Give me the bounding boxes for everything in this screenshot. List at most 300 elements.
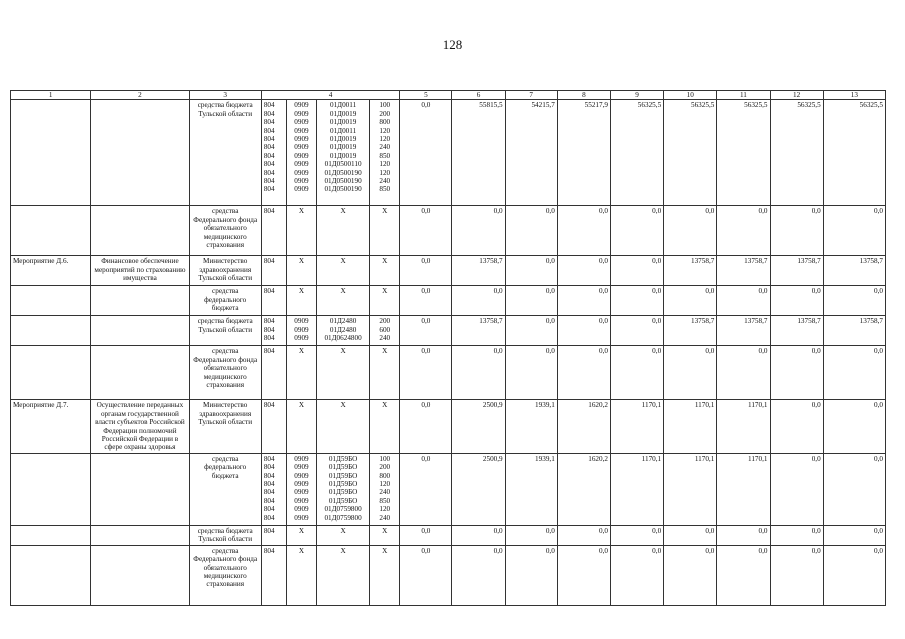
amount-cell: 0,0	[400, 100, 452, 206]
description-cell	[91, 206, 189, 256]
code-line: X	[298, 546, 305, 555]
code-line: 01Д59БО	[328, 471, 358, 480]
code-line: X	[382, 546, 388, 555]
code-line: 120	[379, 505, 391, 514]
code-line: 120	[379, 160, 391, 169]
code-line: X	[382, 257, 388, 266]
event-cell	[11, 525, 91, 545]
header-cell: 10	[664, 91, 717, 100]
amount-cell: 1939,1	[505, 400, 557, 453]
amount-cell: 0,0	[557, 545, 610, 605]
code-line: 01Д2480	[329, 325, 357, 334]
grbs-cell	[261, 100, 286, 206]
code-line: 600	[379, 325, 391, 334]
section-cell	[286, 316, 316, 346]
table-row	[11, 346, 886, 400]
amount-cell: 13758,7	[452, 316, 505, 346]
amount-cell: 13758,7	[770, 256, 823, 286]
table-row	[11, 100, 886, 206]
amount-cell: 0,0	[505, 256, 557, 286]
code-line: 01Д0759800	[324, 505, 362, 514]
amount-cell: 1170,1	[610, 453, 663, 525]
description-cell: Финансовое обеспечение мероприятий по страхованию имущества	[91, 256, 189, 286]
code-line: 804	[263, 513, 275, 522]
code-line: 120	[379, 168, 391, 177]
header-cell: 5	[400, 91, 452, 100]
amount-cell: 0,0	[452, 545, 505, 605]
amount-cell: 2500,9	[452, 453, 505, 525]
grbs-cell	[261, 316, 286, 346]
description-cell	[91, 545, 189, 605]
amount-cell: 0,0	[717, 286, 770, 316]
header-cell: 11	[717, 91, 770, 100]
expense-type-cell	[370, 400, 400, 453]
target-article-cell	[317, 100, 370, 206]
code-line: 0909	[294, 334, 309, 343]
amount-cell: 1170,1	[610, 400, 663, 453]
event-cell	[11, 286, 91, 316]
amount-cell: 54215,7	[505, 100, 557, 206]
code-line: 850	[379, 151, 391, 160]
code-line: X	[298, 526, 305, 535]
code-line: 0909	[294, 101, 309, 110]
code-line: X	[382, 347, 388, 356]
target-article-cell	[317, 286, 370, 316]
code-line: 200	[379, 109, 391, 118]
amount-cell: 0,0	[400, 346, 452, 400]
code-line: 0909	[294, 480, 309, 489]
code-line: 804	[263, 109, 275, 118]
code-line: 804	[263, 401, 275, 410]
amount-cell: 1620,2	[557, 400, 610, 453]
code-line: 0909	[294, 513, 309, 522]
target-article-cell	[317, 545, 370, 605]
description-cell	[91, 453, 189, 525]
grbs-cell	[261, 346, 286, 400]
header-cell: 13	[823, 91, 885, 100]
amount-cell: 55217,9	[557, 100, 610, 206]
expense-type-cell	[370, 453, 400, 525]
amount-cell: 0,0	[452, 346, 505, 400]
amount-cell: 0,0	[664, 346, 717, 400]
grbs-cell	[261, 400, 286, 453]
code-line: X	[382, 207, 388, 216]
section-cell	[286, 346, 316, 400]
table-row	[11, 316, 886, 346]
amount-cell: 0,0	[664, 206, 717, 256]
page-number: 128	[442, 37, 463, 52]
expense-type-cell	[370, 545, 400, 605]
amount-cell: 0,0	[610, 545, 663, 605]
expense-type-cell	[370, 346, 400, 400]
amount-cell: 0,0	[610, 286, 663, 316]
target-article-cell	[317, 256, 370, 286]
grbs-cell	[261, 453, 286, 525]
description-cell	[91, 525, 189, 545]
code-line: 0909	[294, 463, 309, 472]
code-line: 804	[263, 160, 275, 169]
code-line: 804	[263, 317, 275, 326]
code-line: 120	[379, 480, 391, 489]
funding-source-cell: средства Федерального фонда обязательного медицинского страхования	[189, 206, 261, 256]
code-line: 01Д0500190	[324, 185, 362, 194]
amount-cell: 56325,5	[717, 100, 770, 206]
code-line: 200	[379, 463, 391, 472]
code-line: 804	[263, 207, 275, 216]
amount-cell: 13758,7	[452, 256, 505, 286]
funding-source-cell: средства бюджета Тульской области	[189, 100, 261, 206]
amount-cell: 1170,1	[664, 400, 717, 453]
expense-type-cell	[370, 206, 400, 256]
amount-cell: 0,0	[823, 206, 885, 256]
amount-cell: 56325,5	[770, 100, 823, 206]
amount-cell: 0,0	[823, 346, 885, 400]
amount-cell: 0,0	[400, 525, 452, 545]
amount-cell: 13758,7	[823, 256, 885, 286]
section-cell	[286, 256, 316, 286]
code-line: 240	[379, 488, 391, 497]
amount-cell: 0,0	[770, 346, 823, 400]
amount-cell: 0,0	[717, 206, 770, 256]
code-line: X	[340, 526, 346, 535]
event-cell: Мероприятие Д.6.	[11, 256, 91, 286]
funding-source-cell: средства бюджета Тульской области	[189, 525, 261, 545]
amount-cell: 0,0	[400, 400, 452, 453]
code-line: X	[298, 207, 305, 216]
code-line: 0909	[294, 168, 309, 177]
amount-cell: 0,0	[400, 545, 452, 605]
amount-cell: 0,0	[770, 545, 823, 605]
amount-cell: 0,0	[557, 286, 610, 316]
code-line: 804	[263, 118, 275, 127]
code-line: X	[340, 347, 346, 356]
code-line: 01Д59БО	[328, 463, 358, 472]
amount-cell: 0,0	[823, 545, 885, 605]
amount-cell: 0,0	[610, 256, 663, 286]
event-cell	[11, 100, 91, 206]
code-line: 01Д0019	[329, 118, 357, 127]
target-article-cell	[317, 206, 370, 256]
section-cell	[286, 525, 316, 545]
code-line: 800	[379, 118, 391, 127]
amount-cell: 0,0	[505, 316, 557, 346]
code-line: 240	[379, 334, 391, 343]
amount-cell: 13758,7	[664, 256, 717, 286]
code-line: 804	[263, 287, 275, 296]
amount-cell: 1170,1	[717, 453, 770, 525]
code-line: X	[298, 347, 305, 356]
code-line: 01Д0019	[329, 135, 357, 144]
code-line: 804	[263, 168, 275, 177]
amount-cell: 1939,1	[505, 453, 557, 525]
amount-cell: 13758,7	[717, 316, 770, 346]
description-cell	[91, 286, 189, 316]
code-line: X	[382, 526, 388, 535]
code-line: X	[382, 287, 388, 296]
code-line: 804	[263, 480, 275, 489]
code-line: 0909	[294, 118, 309, 127]
code-line: 0909	[294, 325, 309, 334]
event-cell	[11, 316, 91, 346]
expense-type-cell	[370, 256, 400, 286]
amount-cell: 0,0	[400, 286, 452, 316]
grbs-cell	[261, 206, 286, 256]
amount-cell: 0,0	[452, 206, 505, 256]
funding-source-cell: средства федерального бюджета	[189, 286, 261, 316]
event-cell	[11, 545, 91, 605]
code-line: X	[340, 257, 346, 266]
code-line: 240	[379, 143, 391, 152]
code-line: 01Д0500190	[324, 177, 362, 186]
code-line: 804	[263, 151, 275, 160]
target-article-cell	[317, 316, 370, 346]
header-cell: 7	[505, 91, 557, 100]
code-line: 804	[263, 257, 275, 266]
funding-source-cell: средства бюджета Тульской области	[189, 316, 261, 346]
code-line: 0909	[294, 496, 309, 505]
code-line: 804	[263, 334, 275, 343]
description-cell: Осуществление переданных органам государственной власти субъектов Российской Федерации полномочий Российской Федерации в сфере охраны здоровья	[91, 400, 189, 453]
code-line: 0909	[294, 160, 309, 169]
target-article-cell	[317, 400, 370, 453]
section-cell	[286, 453, 316, 525]
funding-source-cell: средства Федерального фонда обязательного медицинского страхования	[189, 545, 261, 605]
code-line: 804	[263, 135, 275, 144]
code-line: 804	[263, 347, 275, 356]
amount-cell: 0,0	[823, 400, 885, 453]
amount-cell: 0,0	[770, 525, 823, 545]
amount-cell: 0,0	[823, 525, 885, 545]
header-cell: 2	[91, 91, 189, 100]
amount-cell: 0,0	[557, 316, 610, 346]
amount-cell: 1620,2	[557, 453, 610, 525]
amount-cell: 0,0	[505, 545, 557, 605]
code-line: 804	[263, 177, 275, 186]
section-cell	[286, 206, 316, 256]
header-cell: 12	[770, 91, 823, 100]
amount-cell: 55815,5	[452, 100, 505, 206]
amount-cell: 13758,7	[770, 316, 823, 346]
code-line: 804	[263, 143, 275, 152]
code-line: 0909	[294, 126, 309, 135]
header-cell: 6	[452, 91, 505, 100]
code-line: 0909	[294, 177, 309, 186]
table-row	[11, 453, 886, 525]
amount-cell: 0,0	[400, 316, 452, 346]
amount-cell: 1170,1	[664, 453, 717, 525]
code-line: 804	[263, 454, 275, 463]
code-line: X	[382, 401, 388, 410]
amount-cell: 13758,7	[664, 316, 717, 346]
code-line: 0909	[294, 505, 309, 514]
code-line: 0909	[294, 454, 309, 463]
section-cell	[286, 545, 316, 605]
code-line: 01Д0624800	[324, 334, 362, 343]
code-line: 01Д59БО	[328, 496, 358, 505]
event-cell	[11, 453, 91, 525]
amount-cell: 13758,7	[717, 256, 770, 286]
code-line: 120	[379, 135, 391, 144]
amount-cell: 0,0	[770, 453, 823, 525]
code-line: X	[340, 207, 346, 216]
amount-cell: 56325,5	[610, 100, 663, 206]
code-line: 100	[379, 101, 391, 110]
code-line: 01Д0500190	[324, 168, 362, 177]
code-line: 804	[263, 101, 275, 110]
header-cell: 1	[11, 91, 91, 100]
code-line: 01Д0019	[329, 151, 357, 160]
amount-cell: 0,0	[770, 400, 823, 453]
expense-type-cell	[370, 100, 400, 206]
funding-source-cell: средства федерального бюджета	[189, 453, 261, 525]
amount-cell: 0,0	[664, 525, 717, 545]
code-line: 0909	[294, 471, 309, 480]
amount-cell: 0,0	[400, 256, 452, 286]
code-line: 804	[263, 126, 275, 135]
amount-cell: 0,0	[505, 206, 557, 256]
table-row	[11, 545, 886, 605]
event-cell	[11, 346, 91, 400]
amount-cell: 0,0	[664, 545, 717, 605]
amount-cell: 0,0	[400, 206, 452, 256]
code-line: 240	[379, 513, 391, 522]
amount-cell: 2500,9	[452, 400, 505, 453]
expense-type-cell	[370, 316, 400, 346]
code-line: X	[298, 257, 305, 266]
code-line: 01Д0759800	[324, 513, 362, 522]
amount-cell: 0,0	[557, 525, 610, 545]
header-cell: 3	[189, 91, 261, 100]
code-line: 200	[379, 317, 391, 326]
code-line: 804	[263, 488, 275, 497]
amount-cell: 13758,7	[823, 316, 885, 346]
amount-cell: 0,0	[557, 256, 610, 286]
code-line: 804	[263, 496, 275, 505]
code-line: 01Д2480	[329, 317, 357, 326]
amount-cell: 56325,5	[823, 100, 885, 206]
code-line: 120	[379, 126, 391, 135]
section-cell	[286, 100, 316, 206]
code-line: 850	[379, 496, 391, 505]
code-line: 01Д0500110	[324, 160, 362, 169]
amount-cell: 0,0	[770, 206, 823, 256]
code-line: 804	[263, 185, 275, 194]
amount-cell: 0,0	[823, 286, 885, 316]
code-line: 100	[379, 454, 391, 463]
code-line: 0909	[294, 488, 309, 497]
code-line: 804	[263, 526, 275, 535]
code-line: 01Д0019	[329, 143, 357, 152]
code-line: 01Д59БО	[328, 480, 358, 489]
target-article-cell	[317, 525, 370, 545]
funding-source-cell: Министерство здравоохранения Тульской области	[189, 256, 261, 286]
amount-cell: 0,0	[452, 286, 505, 316]
code-line: 01Д0011	[329, 126, 357, 135]
code-line: 0909	[294, 135, 309, 144]
table-row	[11, 400, 886, 453]
section-cell	[286, 286, 316, 316]
code-line: X	[340, 546, 346, 555]
code-line: 804	[263, 505, 275, 514]
table-row	[11, 286, 886, 316]
amount-cell: 0,0	[505, 525, 557, 545]
code-line: 804	[263, 546, 275, 555]
amount-cell: 56325,5	[664, 100, 717, 206]
code-line: 01Д0019	[329, 109, 357, 118]
funding-source-cell: Министерство здравоохранения Тульской области	[189, 400, 261, 453]
description-cell	[91, 100, 189, 206]
header-cell: 9	[610, 91, 663, 100]
code-line: 800	[379, 471, 391, 480]
amount-cell: 0,0	[557, 206, 610, 256]
amount-cell: 0,0	[557, 346, 610, 400]
amount-cell: 0,0	[823, 453, 885, 525]
section-cell	[286, 400, 316, 453]
event-cell: Мероприятие Д.7.	[11, 400, 91, 453]
code-line: X	[340, 401, 346, 410]
amount-cell: 0,0	[610, 206, 663, 256]
table-row	[11, 525, 886, 545]
amount-cell: 0,0	[717, 545, 770, 605]
amount-cell: 0,0	[610, 346, 663, 400]
header-cell: 4	[261, 91, 399, 100]
amount-cell: 0,0	[452, 525, 505, 545]
grbs-cell	[261, 545, 286, 605]
code-line: 0909	[294, 109, 309, 118]
amount-cell: 0,0	[770, 286, 823, 316]
budget-table	[10, 90, 886, 606]
amount-cell: 0,0	[717, 525, 770, 545]
amount-cell: 0,0	[610, 525, 663, 545]
code-line: X	[298, 287, 305, 296]
expense-type-cell	[370, 525, 400, 545]
expense-type-cell	[370, 286, 400, 316]
amount-cell: 0,0	[717, 346, 770, 400]
grbs-cell	[261, 525, 286, 545]
amount-cell: 0,0	[505, 346, 557, 400]
code-line: X	[340, 287, 346, 296]
code-line: 0909	[294, 185, 309, 194]
table-row	[11, 206, 886, 256]
description-cell	[91, 346, 189, 400]
code-line: 850	[379, 185, 391, 194]
header-cell: 8	[557, 91, 610, 100]
amount-cell: 1170,1	[717, 400, 770, 453]
table-row	[11, 256, 886, 286]
code-line: 0909	[294, 317, 309, 326]
amount-cell: 0,0	[400, 453, 452, 525]
header-row	[11, 91, 886, 100]
amount-cell: 0,0	[610, 316, 663, 346]
target-article-cell	[317, 346, 370, 400]
code-line: 0909	[294, 143, 309, 152]
event-cell	[11, 206, 91, 256]
code-line: 240	[379, 177, 391, 186]
description-cell	[91, 316, 189, 346]
code-line: X	[298, 401, 305, 410]
code-line: 01Д0011	[329, 101, 357, 110]
amount-cell: 0,0	[664, 286, 717, 316]
grbs-cell	[261, 256, 286, 286]
code-line: 804	[263, 325, 275, 334]
code-line: 0909	[294, 151, 309, 160]
amount-cell: 0,0	[505, 286, 557, 316]
grbs-cell	[261, 286, 286, 316]
target-article-cell	[317, 453, 370, 525]
code-line: 804	[263, 463, 275, 472]
code-line: 804	[263, 471, 275, 480]
funding-source-cell: средства Федерального фонда обязательного медицинского страхования	[189, 346, 261, 400]
